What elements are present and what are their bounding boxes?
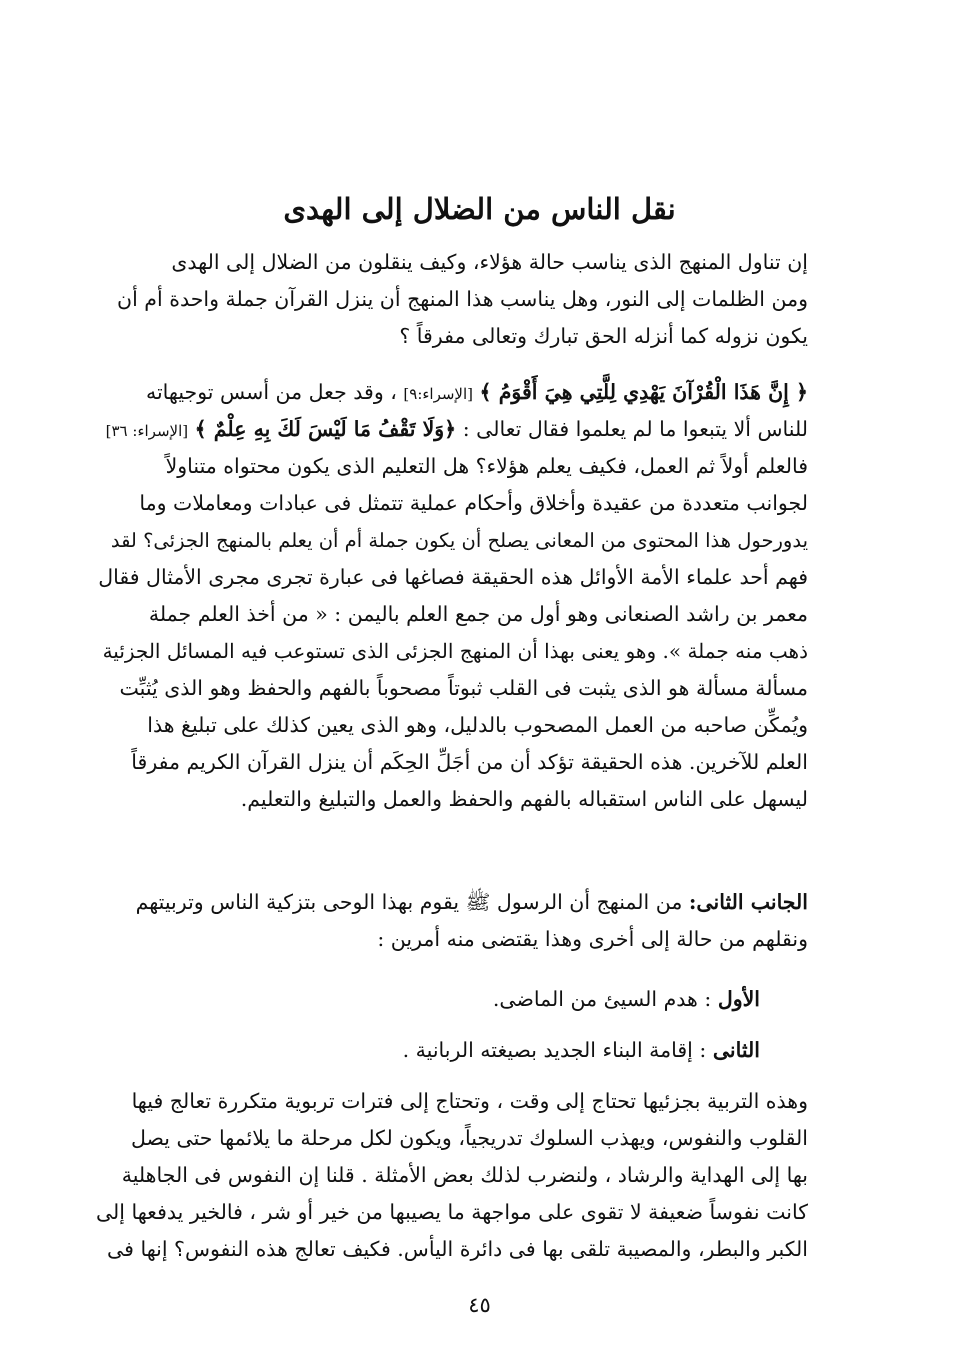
paragraph-intro — [96, 244, 808, 355]
verse-reference: [الإسراء:٩] — [403, 385, 474, 403]
item-label: الثانى — [712, 1038, 760, 1062]
text-line: معمر بن راشد الصنعانى وهو أول من جمع العلم باليمن : « من أخذ العلم جملة — [148, 602, 808, 626]
text-line: بها إلى الهداية والرشاد ، ولنضرب لذلك بعض الأمثلة . قلنا إن النفوس فى الجاهلية — [121, 1163, 808, 1187]
text-line: كانت نفوساً ضعيفة لا تقوى على مواجهة ما يصيبها من خير أو شر ، فالخير يدفعها إلى — [95, 1200, 808, 1224]
text-line: لجوانب متعددة من عقيدة وأخلاق وأحكام عملية تتمثل فى عبادات ومعاملات وما — [139, 491, 808, 515]
item-label: الأول — [717, 987, 760, 1011]
page-number: ٤٥ — [468, 1293, 491, 1317]
text-line: فهم أحد علماء الأمة الأوائل هذه الحقيقة فصاغها فى عبارة تجرى مجرى الأمثال فقال — [98, 565, 808, 589]
text-line: ومن الظلمات إلى النور، وهل يناسب هذا المنهج أن ينزل القرآن جملة واحدة أم أن — [117, 287, 808, 311]
item-text: : إقامة البناء الجديد بصيغته الربانية . — [402, 1038, 707, 1062]
list-item-first — [96, 981, 808, 1018]
text-line: ويُمكِّن صاحبه من العمل المصحوب بالدليل، وهو الذى يعين كذلك على تبليغ هذا — [147, 713, 808, 737]
text-line — [96, 884, 808, 921]
text-line — [96, 981, 760, 1018]
verse-reference: [الإسراء: ٣٦] — [105, 422, 189, 440]
text-line: فالعلم أولاً ثم العمل، فكيف يعلم هؤلاء؟ هل التعليم الذى يكون محتواه متناولاً — [165, 454, 808, 478]
text-line: ليسهل على الناس استقباله بالفهم والحفظ والعمل والتبليغ والتعليم. — [240, 787, 808, 811]
text-fragment: ، وقد جعل من أسس توجيهاته — [145, 380, 397, 404]
text-fragment: للناس ألا يتبعوا ما لم يعلموا فقال تعالى : — [462, 417, 808, 441]
text-line: ونقلهم من حالة إلى أخرى وهذا يقتضى منه أمرين : — [377, 927, 808, 951]
list-item-second — [96, 1032, 808, 1069]
quran-verse: ﴿ إِنَّ هَذَا الْقُرْآنَ يَهْدِي لِلَّتِي هِيَ أَقْوَمُ ﴾ — [479, 380, 808, 404]
text-line: العلم للآخرين. هذه الحقيقة تؤكد أن من أجَلِّ الحِكَم أن ينزل القرآن الكريم مفرقاً — [131, 750, 808, 774]
item-text: : هدم السيئ من الماضى. — [492, 987, 712, 1011]
text-line: الكبر والبطر، والمصيبة تلقى بها فى دائرة اليأس. فكيف تعالج هذه النفوس؟ إنها فى — [107, 1237, 808, 1261]
text-line — [96, 374, 808, 411]
paragraph-second-aspect — [96, 884, 808, 958]
paragraph-education — [96, 1083, 808, 1268]
text-line: ذهب منه جملة ». وهو يعنى بهذا أن المنهج الجزئى الذى تستوعب فيه المسائل الجزئية — [102, 639, 808, 663]
section-title: نقل الناس من الضلال إلى الهدى — [283, 192, 676, 226]
paragraph-quran-method — [96, 374, 808, 818]
aspect-label: الجانب الثانى: — [688, 890, 808, 914]
text-fragment: من المنهج أن الرسول ﷺ يقوم بهذا الوحى بتزكية الناس وتربيتهم — [135, 890, 683, 914]
text-line — [96, 411, 808, 448]
text-line: يدورحول هذا المحتوى من المعانى يصلح أن يكون جملة أم أن يعلم بالمنهج الجزئى؟ لقد — [110, 529, 808, 552]
text-line — [96, 1032, 760, 1069]
quran-verse: ﴿وَلَا تَقْفُ مَا لَيْسَ لَكَ بِهِ عِلْمٌ ﴾ — [194, 417, 457, 441]
text-line: وهذه التربية بجزئيها تحتاج إلى وقت ، وتحتاج إلى فترات تربوية متكررة تعالج فيها — [131, 1089, 808, 1113]
text-line: القلوب والنفوس، ويهذب السلوك تدريجياً، ويكون لكل مرحلة ما يلائمها حتى يصل — [130, 1126, 808, 1150]
text-line: مسألة مسألة هو الذى يثبت فى القلب ثبوتاً مصحوباً بالفهم والحفظ وهو الذى يُثبِّت — [119, 676, 808, 700]
text-line: إن تناول المنهج الذى يناسب حالة هؤلاء، وكيف ينقلون من الضلال إلى الهدى — [171, 250, 808, 274]
text-line: يكون نزوله كما أنزله الحق تبارك وتعالى مفرقاً ؟ — [399, 324, 808, 348]
